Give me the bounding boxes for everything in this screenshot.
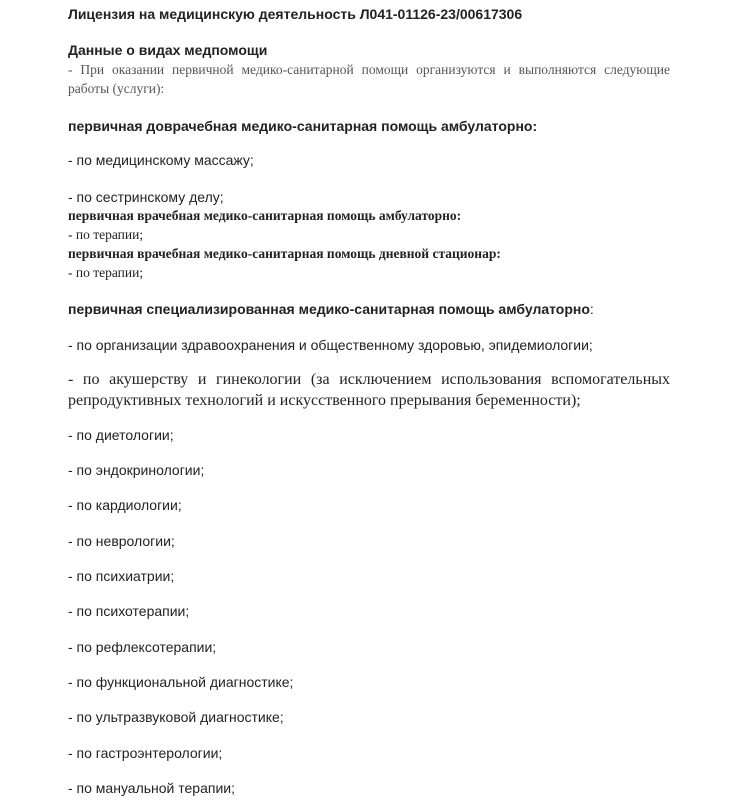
specialized-outpatient-heading-colon: : (589, 301, 594, 317)
specialized-outpatient-heading (68, 300, 594, 318)
list-item: - по диетологии; (68, 427, 174, 443)
pre-medical-heading: первичная доврачебная медико-санитарная помощь амбулаторно: (68, 118, 538, 134)
list-item: - по акушерству и гинекологии (за исключением использования вспомогательных репродуктивных технологий и искусственного прерывания беременности); (68, 371, 670, 409)
list-item: - по мануальной терапии; (68, 780, 235, 796)
list-item: - по ультразвуковой диагностике; (68, 709, 284, 725)
physician-day-hospital-heading: первичная врачебная медико-санитарная помощь дневной стационар: (68, 246, 501, 261)
care-types-intro: - При оказании первичной медико-санитарной помощи организуются и выполняются следующие работы (услуги): (68, 62, 670, 96)
list-item: - по медицинскому массажу; (68, 152, 254, 168)
list-item: - по терапии; (68, 227, 144, 242)
license-title: Лицензия на медицинскую деятельность Л041-01126-23/00617306 (68, 6, 523, 22)
care-types-heading: Данные о видах медпомощи (68, 42, 268, 58)
list-item: - по рефлексотерапии; (68, 639, 217, 655)
physician-outpatient-heading: первичная врачебная медико-санитарная помощь амбулаторно: (68, 208, 462, 223)
list-item: - по психотерапии; (68, 603, 190, 619)
list-item: - по гастроэнтерологии; (68, 745, 223, 761)
list-item: - по функциональной диагностике; (68, 674, 294, 690)
list-item: - по эндокринологии; (68, 462, 205, 478)
specialized-outpatient-heading-text: первичная специализированная медико-санитарная помощь амбулаторно (68, 301, 590, 317)
list-item: - по кардиологии; (68, 497, 182, 513)
list-item: - по организации здравоохранения и общественному здоровью, эпидемиологии; (68, 337, 593, 353)
list-item: - по сестринскому делу; (68, 189, 224, 205)
list-item: - по неврологии; (68, 533, 175, 549)
list-item: - по терапии; (68, 265, 144, 280)
list-item: - по психиатрии; (68, 568, 175, 584)
